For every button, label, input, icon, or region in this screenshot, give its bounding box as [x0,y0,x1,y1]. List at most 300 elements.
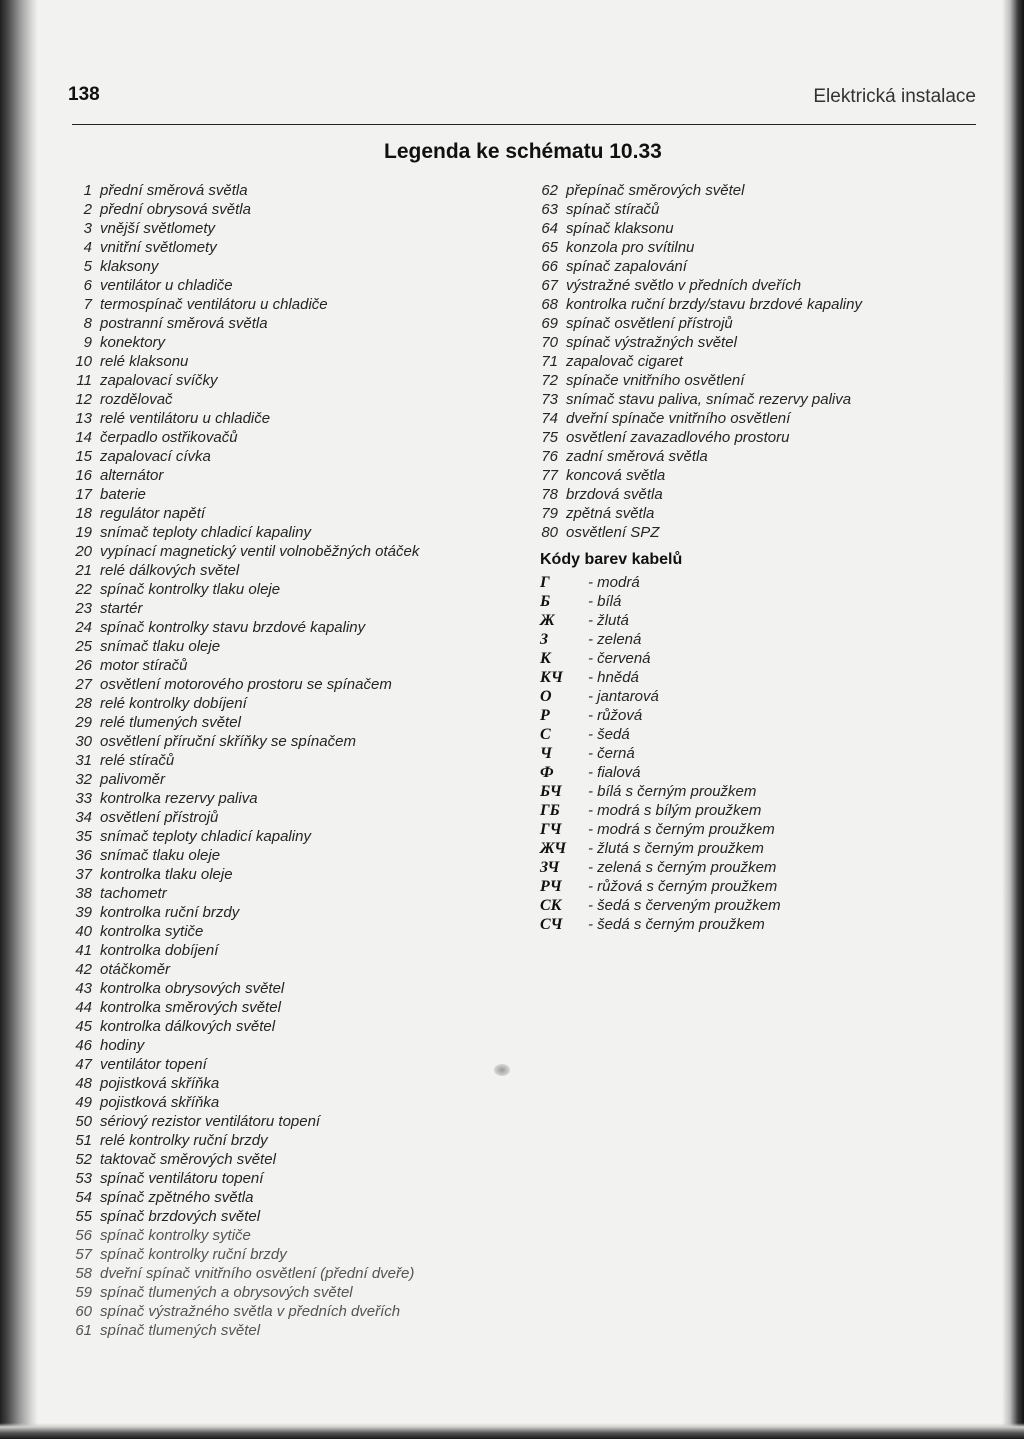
legend-item-label: spínač výstražného světla v předních dveřích [100,1303,401,1320]
color-code-row [540,706,781,725]
legend-item-number: 64 [541,220,558,237]
legend-item [60,808,419,827]
legend-item [60,941,419,960]
legend-item-label: kontrolka ruční brzdy [100,904,240,921]
legend-item [60,1226,419,1245]
legend-item [60,580,419,599]
color-code: РЧ [540,878,562,895]
legend-item-number: 49 [75,1094,92,1111]
legend-item [526,409,862,428]
legend-item-label: zpětná světla [566,505,655,522]
legend-item [60,409,419,428]
legend-item [60,504,419,523]
legend-item-label: koncová světla [566,467,666,484]
legend-item [60,352,419,371]
color-code-row [540,782,781,801]
legend-item [526,428,862,447]
legend-item-number: 77 [541,467,558,484]
legend-item-label: relé klaksonu [100,353,189,370]
legend-item-number: 40 [75,923,92,940]
legend-item-label: spínač kontrolky tlaku oleje [100,581,281,598]
legend-item-label: zadní směrová světla [566,448,708,465]
legend-item [526,200,862,219]
legend-item-label: zapalovací cívka [100,448,211,465]
legend-item-number: 34 [75,809,92,826]
legend-item [526,219,862,238]
legend-item [60,428,419,447]
legend-item [526,485,862,504]
color-code-meaning: - zelená [588,631,642,648]
legend-item-number: 42 [75,961,92,978]
legend-item-label: spínač klaksonu [566,220,674,237]
legend-item [526,238,862,257]
legend-item-number: 57 [75,1246,92,1263]
legend-item [526,181,862,200]
legend-item-label: otáčkoměr [100,961,171,978]
legend-item [60,656,419,675]
legend-item-number: 39 [75,904,92,921]
legend-item [60,732,419,751]
legend-item [60,1169,419,1188]
color-code-meaning: - růžová [588,707,643,724]
legend-item-number: 12 [75,391,92,408]
legend-item-label: spínač tlumených a obrysových světel [100,1284,353,1301]
color-code: Ч [540,745,552,762]
legend-item-number: 58 [75,1265,92,1282]
legend-item [60,390,419,409]
color-code-row [540,763,781,782]
legend-item-label: snímač stavu paliva, snímač rezervy paliva [566,391,852,408]
legend-item-label: spínač zpětného světla [100,1189,254,1206]
color-code-row [540,877,781,896]
color-code-row [540,744,781,763]
color-code-row [540,858,781,877]
legend-item-number: 68 [541,296,558,313]
legend-item-label: sériový rezistor ventilátoru topení [100,1113,321,1130]
legend-item-label: snímač teploty chladicí kapaliny [100,828,311,845]
color-code: Ж [540,612,555,629]
color-code-meaning: - černá [588,745,635,762]
legend-item [60,200,419,219]
legend-item-label: spínač kontrolky stavu brzdové kapaliny [100,619,366,636]
legend-item-number: 41 [75,942,92,959]
legend-item [526,504,862,523]
color-code-meaning: - jantarová [588,688,659,705]
legend-item-label: spínač ventilátoru topení [100,1170,264,1187]
color-code-row [540,896,781,915]
legend-item-number: 18 [75,505,92,522]
legend-item-number: 2 [83,201,92,218]
legend-item [60,1093,419,1112]
legend-item-number: 72 [541,372,558,389]
legend-item-number: 65 [541,239,558,256]
color-code-row [540,649,781,668]
legend-item [60,181,419,200]
legend-item-number: 43 [75,980,92,997]
legend-item-number: 48 [75,1075,92,1092]
legend-item [60,333,419,352]
legend-item [60,1112,419,1131]
legend-item [60,1188,419,1207]
legend-item-number: 23 [75,600,92,617]
legend-item-label: spínač kontrolky ruční brzdy [100,1246,287,1263]
color-code-row [540,820,781,839]
legend-item-number: 7 [83,296,92,313]
legend-item [60,257,419,276]
legend-item-number: 46 [75,1037,92,1054]
legend-item-label: relé tlumených světel [100,714,241,731]
legend-item-label: pojistková skříňka [100,1094,220,1111]
legend-item-label: osvětlení přístrojů [100,809,219,826]
legend-item-number: 36 [75,847,92,864]
color-code-meaning: - modrá s černým proužkem [588,821,775,838]
legend-item [60,466,419,485]
color-code-meaning: - modrá [588,574,640,591]
color-code-meaning: - zelená s černým proužkem [588,859,777,876]
legend-item [526,276,862,295]
legend-list-right [526,181,862,542]
legend-item-number: 31 [75,752,92,769]
legend-item-label: kontrolka sytiče [100,923,204,940]
legend-item-number: 76 [541,448,558,465]
legend-item-label: ventilátor topení [100,1056,207,1073]
legend-item-label: vnitřní světlomety [100,239,217,256]
legend-item [60,485,419,504]
legend-item [526,352,862,371]
color-code-row [540,725,781,744]
legend-item-number: 55 [75,1208,92,1225]
legend-item-number: 37 [75,866,92,883]
legend-item-number: 4 [83,239,92,256]
legend-item-label: hodiny [100,1037,145,1054]
scan-edge-left [0,0,38,1439]
legend-item-label: spínač výstražných světel [566,334,737,351]
legend-item-number: 16 [75,467,92,484]
legend-item-label: spínače vnitřního osvětlení [566,372,745,389]
color-code-row [540,592,781,611]
legend-item [60,542,419,561]
color-code-row [540,801,781,820]
legend-item-number: 5 [83,258,92,275]
legend-item-label: osvětlení zavazadlového prostoru [566,429,790,446]
color-code-row [540,668,781,687]
legend-item [526,333,862,352]
legend-item-label: postranní směrová světla [100,315,268,332]
legend-item [60,998,419,1017]
legend-item-number: 75 [541,429,558,446]
legend-item-label: osvětlení příruční skříňky se spínačem [100,733,356,750]
scan-edge-bottom [0,1423,1024,1439]
legend-item-label: přední obrysová světla [100,201,251,218]
legend-item-number: 3 [83,220,92,237]
legend-item-number: 32 [75,771,92,788]
legend-item [60,960,419,979]
legend-item-label: brzdová světla [566,486,663,503]
legend-item-number: 50 [75,1113,92,1130]
legend-item-label: přepínač směrových světel [566,182,745,199]
legend-item-number: 70 [541,334,558,351]
legend-item-number: 27 [75,676,92,693]
legend-item-number: 44 [75,999,92,1016]
legend-item-label: spínač tlumených světel [100,1322,261,1339]
legend-item [60,751,419,770]
legend-item-label: termospínač ventilátoru u chladiče [100,296,328,313]
color-code-meaning: - modrá s bílým proužkem [588,802,762,819]
color-code: К [540,650,551,667]
legend-title: Legenda ke schématu 10.33 [384,140,662,163]
legend-item-label: vnější světlomety [100,220,216,237]
legend-item-label: kontrolka obrysových světel [100,980,285,997]
legend-item-label: osvětlení motorového prostoru se spínačem [100,676,392,693]
legend-item-label: relé kontrolky ruční brzdy [100,1132,268,1149]
legend-item-number: 73 [541,391,558,408]
legend-item-number: 6 [83,277,92,294]
legend-item-number: 80 [541,524,558,541]
legend-item [60,1245,419,1264]
legend-item-number: 35 [75,828,92,845]
legend-item-number: 79 [541,505,558,522]
legend-item [60,713,419,732]
legend-item [60,694,419,713]
legend-item-number: 26 [75,657,92,674]
legend-item-number: 21 [75,562,92,579]
legend-item-number: 52 [75,1151,92,1168]
legend-item [526,371,862,390]
legend-item [60,922,419,941]
legend-item-label: kontrolka směrových světel [100,999,281,1016]
color-code-row [540,915,781,934]
legend-item [60,675,419,694]
color-code: З [540,631,549,648]
legend-item-label: spínač brzdových světel [100,1208,261,1225]
color-code-meaning: - červená [588,650,651,667]
legend-item [60,447,419,466]
legend-item-label: pojistková skříňka [100,1075,220,1092]
color-code-meaning: - bílá s černým proužkem [588,783,757,800]
color-code: Ф [540,764,554,781]
legend-item-label: ventilátor u chladiče [100,277,233,294]
legend-item-label: motor stíračů [100,657,188,674]
legend-list-left [60,181,419,1340]
color-code-meaning: - žlutá [588,612,629,629]
legend-item-label: rozdělovač [100,391,173,408]
legend-item-number: 69 [541,315,558,332]
legend-item-label: konektory [100,334,166,351]
legend-item-number: 38 [75,885,92,902]
section-title: Elektrická instalace [813,86,976,107]
legend-item-label: tachometr [100,885,167,902]
legend-item-number: 47 [75,1056,92,1073]
legend-item-number: 63 [541,201,558,218]
color-code-row [540,611,781,630]
legend-item-number: 25 [75,638,92,655]
legend-item-number: 22 [75,581,92,598]
legend-item-number: 10 [75,353,92,370]
legend-item-label: regulátor napětí [100,505,206,522]
legend-item-label: alternátor [100,467,164,484]
legend-item-number: 45 [75,1018,92,1035]
legend-item-number: 8 [83,315,92,332]
legend-item-label: snímač tlaku oleje [100,638,221,655]
legend-item [60,789,419,808]
legend-item-label: kontrolka tlaku oleje [100,866,233,883]
legend-item [60,599,419,618]
legend-item [60,1302,419,1321]
legend-item-label: čerpadlo ostřikovačů [100,429,238,446]
color-code: ЗЧ [540,859,560,876]
legend-item [60,1131,419,1150]
legend-item-number: 78 [541,486,558,503]
legend-item-number: 19 [75,524,92,541]
legend-item [526,447,862,466]
color-codes-list [540,573,781,934]
legend-item-label: baterie [100,486,146,503]
legend-item-label: relé ventilátoru u chladiče [100,410,271,427]
legend-item-label: zapalovač cigaret [566,353,683,370]
legend-item [60,1207,419,1226]
legend-item-number: 74 [541,410,558,427]
legend-item-number: 51 [75,1132,92,1149]
legend-item [60,1017,419,1036]
legend-item-number: 30 [75,733,92,750]
legend-item-label: palivoměr [100,771,166,788]
color-code: ГЧ [540,821,562,838]
legend-item [526,257,862,276]
color-codes-heading: Kódy barev kabelů [540,551,683,568]
color-code: СЧ [540,916,563,933]
color-code: БЧ [540,783,562,800]
legend-item-number: 29 [75,714,92,731]
color-code-row [540,687,781,706]
legend-item-number: 71 [541,353,558,370]
legend-item-number: 1 [83,182,92,199]
color-code: ЖЧ [540,840,567,857]
legend-item [60,1321,419,1340]
color-code-meaning: - růžová s černým proužkem [588,878,778,895]
legend-item [60,238,419,257]
legend-item [60,637,419,656]
legend-item-number: 14 [75,429,92,446]
legend-item-label: relé kontrolky dobíjení [100,695,247,712]
scan-smudge [494,1064,510,1076]
legend-item [60,276,419,295]
legend-item-label: kontrolka dálkových světel [100,1018,276,1035]
color-code-row [540,839,781,858]
legend-item-number: 11 [76,372,92,389]
legend-item [60,219,419,238]
legend-item-label: dveřní spínače vnitřního osvětlení [566,410,791,427]
legend-item-label: kontrolka rezervy paliva [100,790,258,807]
legend-item [60,865,419,884]
legend-item [60,884,419,903]
legend-item-number: 24 [75,619,92,636]
legend-item [526,390,862,409]
legend-item [60,371,419,390]
scan-edge-right [1002,0,1024,1439]
legend-item-label: snímač teploty chladicí kapaliny [100,524,311,541]
legend-item-number: 33 [75,790,92,807]
legend-item-label: přední směrová světla [100,182,248,199]
legend-item [526,295,862,314]
legend-item [60,295,419,314]
color-code: Г [540,574,550,591]
legend-item-number: 62 [541,182,558,199]
legend-item [60,1283,419,1302]
page-number: 138 [68,84,100,105]
legend-item [60,1074,419,1093]
legend-item-number: 60 [75,1303,92,1320]
legend-item-number: 56 [75,1227,92,1244]
color-code-meaning: - fialová [588,764,641,781]
legend-item [526,466,862,485]
legend-item [60,846,419,865]
legend-item-label: osvětlení SPZ [566,524,660,541]
legend-item-number: 17 [75,486,92,503]
legend-item [60,618,419,637]
color-code-meaning: - hnědá [588,669,639,686]
color-code-meaning: - šedá [588,726,630,743]
legend-item-label: startér [100,600,143,617]
legend-item-label: relé dálkových světel [100,562,240,579]
legend-item [526,314,862,333]
legend-item-number: 59 [75,1284,92,1301]
legend-item [60,561,419,580]
legend-item [60,1036,419,1055]
color-code-row [540,630,781,649]
legend-item [60,979,419,998]
legend-item-label: relé stíračů [100,752,175,769]
legend-item-number: 61 [75,1322,92,1339]
legend-item-number: 66 [541,258,558,275]
color-code: ГБ [540,802,560,819]
legend-item-label: konzola pro svítilnu [566,239,695,256]
color-code-meaning: - šedá s černým proužkem [588,916,765,933]
color-code-meaning: - bílá [588,593,622,610]
color-code: СК [540,897,562,914]
legend-item [60,1264,419,1283]
legend-item-label: spínač kontrolky sytiče [100,1227,251,1244]
legend-item-label: kontrolka ruční brzdy/stavu brzdové kapaliny [566,296,862,313]
legend-item [526,523,862,542]
legend-item [60,523,419,542]
legend-item-number: 13 [75,410,92,427]
legend-item-label: spínač stíračů [566,201,660,218]
legend-item-label: zapalovací svíčky [100,372,218,389]
legend-item-number: 20 [75,543,92,560]
legend-item-label: dveřní spínač vnitřního osvětlení (přední dveře) [100,1265,415,1282]
legend-item [60,770,419,789]
color-code: Р [540,707,550,724]
legend-item-label: spínač osvětlení přístrojů [566,315,733,332]
color-code-meaning: - žlutá s černým proužkem [588,840,764,857]
legend-item-number: 54 [75,1189,92,1206]
color-code-meaning: - šedá s červeným proužkem [588,897,781,914]
legend-item [60,827,419,846]
color-code-row [540,573,781,592]
legend-item-label: výstražné světlo v předních dveřích [566,277,802,294]
legend-item [60,903,419,922]
header-divider [72,124,976,125]
color-code: О [540,688,552,705]
color-code: С [540,726,551,743]
legend-item-label: kontrolka dobíjení [100,942,219,959]
legend-item-number: 9 [83,334,92,351]
legend-item-label: snímač tlaku oleje [100,847,221,864]
color-code: Б [540,593,551,610]
legend-item [60,314,419,333]
legend-item-number: 53 [75,1170,92,1187]
legend-item-label: taktovač směrových světel [100,1151,276,1168]
